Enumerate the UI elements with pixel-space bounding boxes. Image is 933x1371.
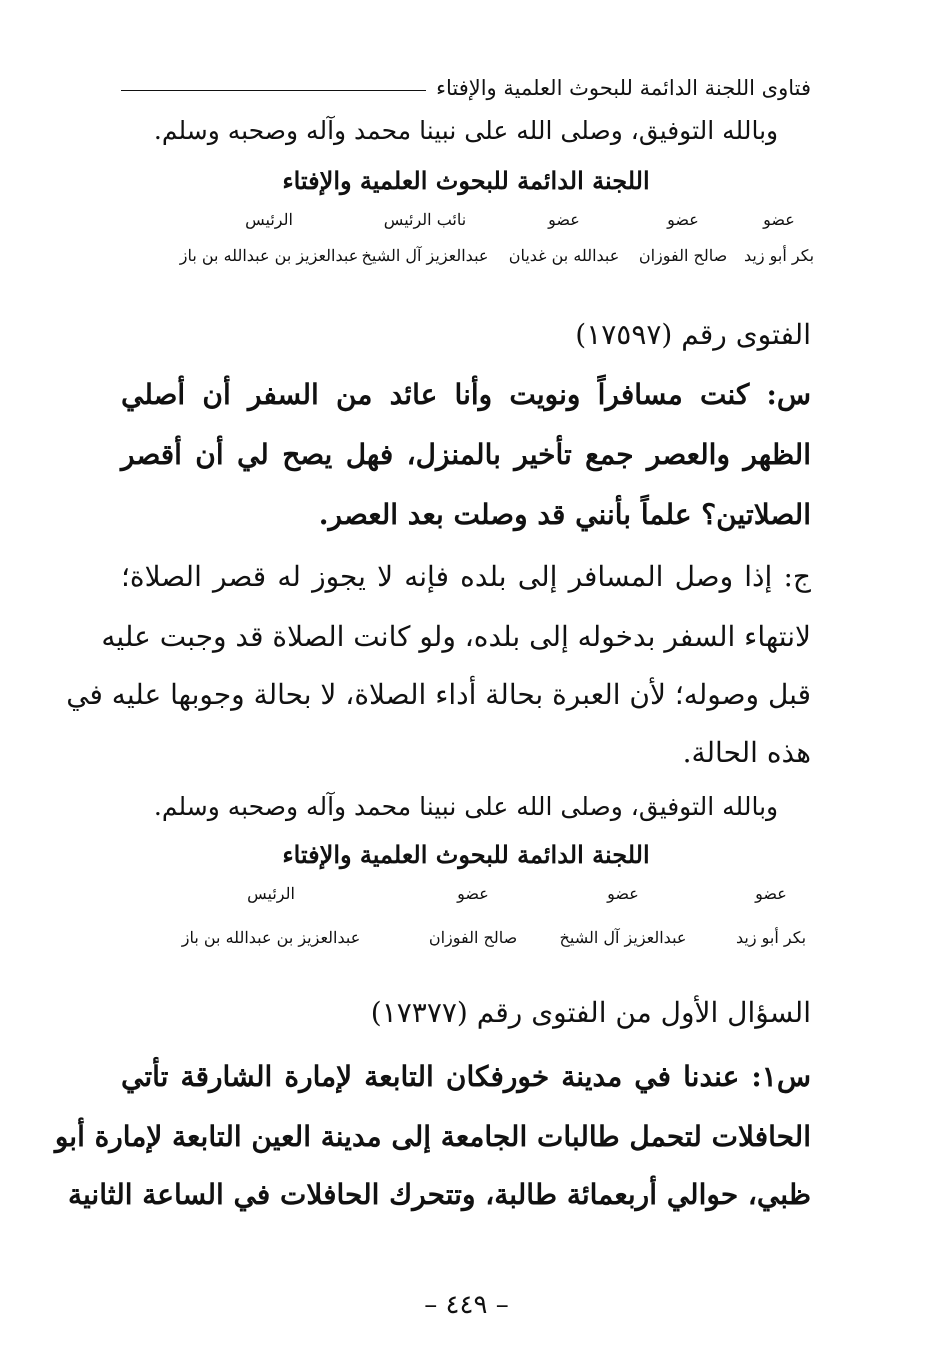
signatory-role: عضو <box>755 884 787 903</box>
signatory-roles <box>121 210 811 234</box>
signatory-name: عبدالعزيز بن عبدالله بن باز <box>181 928 361 947</box>
question-line: س: كنت مسافراً ونويت وأنا عائد من السفر أن أصلي <box>121 378 811 411</box>
signatory-role: الرئيس <box>245 210 293 229</box>
question-line: الحافلات لتحمل طالبات الجامعة إلى مدينة العين التابعة لإمارة أبو <box>54 1120 811 1153</box>
closing-formula: وبالله التوفيق، وصلى الله على نبينا محمد وآله وصحبه وسلم. <box>153 116 779 145</box>
question-line: س١: عندنا في مدينة خورفكان التابعة لإمارة الشارقة تأتي <box>121 1060 811 1093</box>
fatwa-heading: الفتوى رقم (١٧٥٩٧) <box>575 318 811 351</box>
signatory-role: عضو <box>667 210 699 229</box>
answer-line: لانتهاء السفر بدخوله إلى بلده، ولو كانت الصلاة قد وجبت عليه <box>101 620 811 653</box>
signatory-role: عضو <box>457 884 489 903</box>
question-line: الصلاتين؟ علماً بأنني قد وصلت بعد العصر. <box>318 498 811 531</box>
header-rule <box>121 90 426 91</box>
signatory-role: الرئيس <box>247 884 295 903</box>
signatory-names <box>121 928 811 952</box>
question-line: الظهر والعصر جمع تأخير بالمنزل، فهل يصح لي أن أقصر <box>121 438 811 471</box>
answer-line: ج: إذا وصل المسافر إلى بلده فإنه لا يجوز له قصر الصلاة؛ <box>121 560 811 593</box>
signatory-name: عبدالعزيز آل الشيخ <box>361 246 489 265</box>
answer-line: هذه الحالة. <box>682 736 811 769</box>
fatwa-heading: السؤال الأول من الفتوى رقم (١٧٣٧٧) <box>370 996 811 1029</box>
signatory-roles <box>121 884 811 908</box>
answer-line: قبل وصوله؛ لأن العبرة بحالة أداء الصلاة، لا بحالة وجوبها عليه في <box>66 678 811 711</box>
signatory-name: صالح الفوزان <box>638 246 728 265</box>
signatory-name: عبدالله بن غديان <box>508 246 620 265</box>
signatory-names <box>121 246 815 270</box>
signatory-name: بكر أبو زيد <box>743 246 815 265</box>
signatory-role: عضو <box>548 210 580 229</box>
page-number: – ٤٤٩ – <box>424 1290 509 1320</box>
committee-name: اللجنة الدائمة للبحوث العلمية والإفتاء <box>282 840 650 869</box>
header-title: فتاوى اللجنة الدائمة للبحوث العلمية والإفتاء <box>436 76 811 100</box>
signatory-name: بكر أبو زيد <box>735 928 807 947</box>
committee-name: اللجنة الدائمة للبحوث العلمية والإفتاء <box>282 166 650 195</box>
signatory-role: عضو <box>607 884 639 903</box>
running-header <box>121 70 811 106</box>
signatory-role: عضو <box>763 210 795 229</box>
signatory-name: عبدالعزيز آل الشيخ <box>559 928 687 947</box>
signatory-role: نائب الرئيس <box>383 210 467 229</box>
signatory-name: صالح الفوزان <box>428 928 518 947</box>
question-line: ظبي، حوالي أربعمائة طالبة، وتتحرك الحافلات في الساعة الثانية <box>67 1178 811 1211</box>
signatory-name: عبدالعزيز بن عبدالله بن باز <box>179 246 359 265</box>
closing-formula: وبالله التوفيق، وصلى الله على نبينا محمد وآله وصحبه وسلم. <box>153 792 779 821</box>
